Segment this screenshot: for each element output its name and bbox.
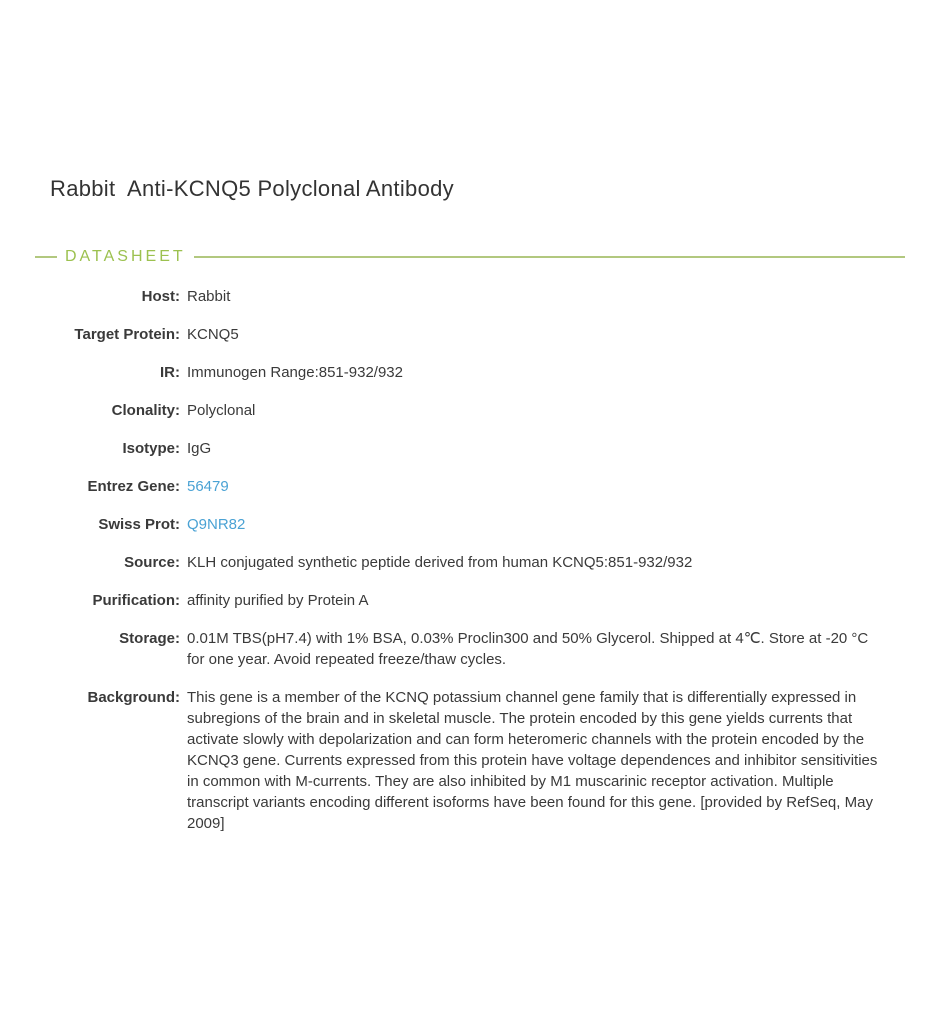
field-value-link-swiss-prot[interactable]: Q9NR82	[187, 516, 246, 533]
field-value-target-protein: KCNQ5	[187, 326, 239, 343]
field-row-swiss-prot	[50, 514, 905, 535]
field-row-source	[50, 552, 905, 573]
field-label-source: Source:	[124, 554, 180, 571]
datasheet-section-heading: DATASHEET	[65, 248, 186, 265]
datasheet-section-divider	[35, 247, 905, 266]
field-value-isotype: IgG	[187, 440, 212, 457]
field-value-clonality: Polyclonal	[187, 402, 256, 419]
field-label-background: Background:	[87, 689, 180, 706]
fields-table	[50, 286, 905, 834]
field-row-ir	[50, 362, 905, 383]
field-value-ir: Immunogen Range:851-932/932	[187, 364, 403, 381]
field-row-isotype	[50, 438, 905, 459]
field-row-entrez-gene	[50, 476, 905, 497]
field-value-source: KLH conjugated synthetic peptide derived from human KCNQ5:851-932/932	[187, 554, 693, 571]
page-title: Rabbit Anti-KCNQ5 Polyclonal Antibody	[50, 176, 454, 201]
field-label-host: Host:	[141, 288, 180, 305]
field-value-host: Rabbit	[187, 288, 231, 305]
field-row-storage	[50, 628, 905, 670]
field-label-storage: Storage:	[119, 630, 180, 647]
field-row-purification	[50, 590, 905, 611]
field-row-background	[50, 687, 905, 834]
field-row-clonality	[50, 400, 905, 421]
field-label-purification: Purification:	[92, 592, 180, 609]
field-value-purification: affinity purified by Protein A	[187, 592, 369, 609]
field-value-background: This gene is a member of the KCNQ potassium channel gene family that is differentially expressed in subregions of the brain and in skeletal muscle. The protein encoded by this gene yields currents that activate slowly with depolarization and can form heteromeric channels with the protein encoded by the KCNQ3 gene. Currents expressed from this protein have voltage dependences and inhibitor sensitivities in common with M-currents. They are also inhibited by M1 muscarinic receptor activation. Multiple transcript variants encoding different isoforms have been found for this gene. [provided by RefSeq, May 2009]	[187, 689, 878, 832]
field-value-storage: 0.01M TBS(pH7.4) with 1% BSA, 0.03% Proclin300 and 50% Glycerol. Shipped at 4℃. Store at -20 °C for one year. Avoid repeated freeze/thaw cycles.	[187, 630, 869, 668]
field-label-swiss-prot: Swiss Prot:	[98, 516, 180, 533]
divider-line-right	[194, 256, 905, 258]
field-value-link-entrez-gene[interactable]: 56479	[187, 478, 229, 495]
field-label-ir: IR:	[160, 364, 180, 381]
field-label-entrez-gene: Entrez Gene:	[87, 478, 180, 495]
field-label-isotype: Isotype:	[122, 440, 180, 457]
field-row-target-protein	[50, 324, 905, 345]
field-label-clonality: Clonality:	[111, 402, 180, 419]
divider-dash-left	[35, 256, 57, 258]
field-label-target-protein: Target Protein:	[74, 326, 180, 343]
field-row-host	[50, 286, 905, 307]
